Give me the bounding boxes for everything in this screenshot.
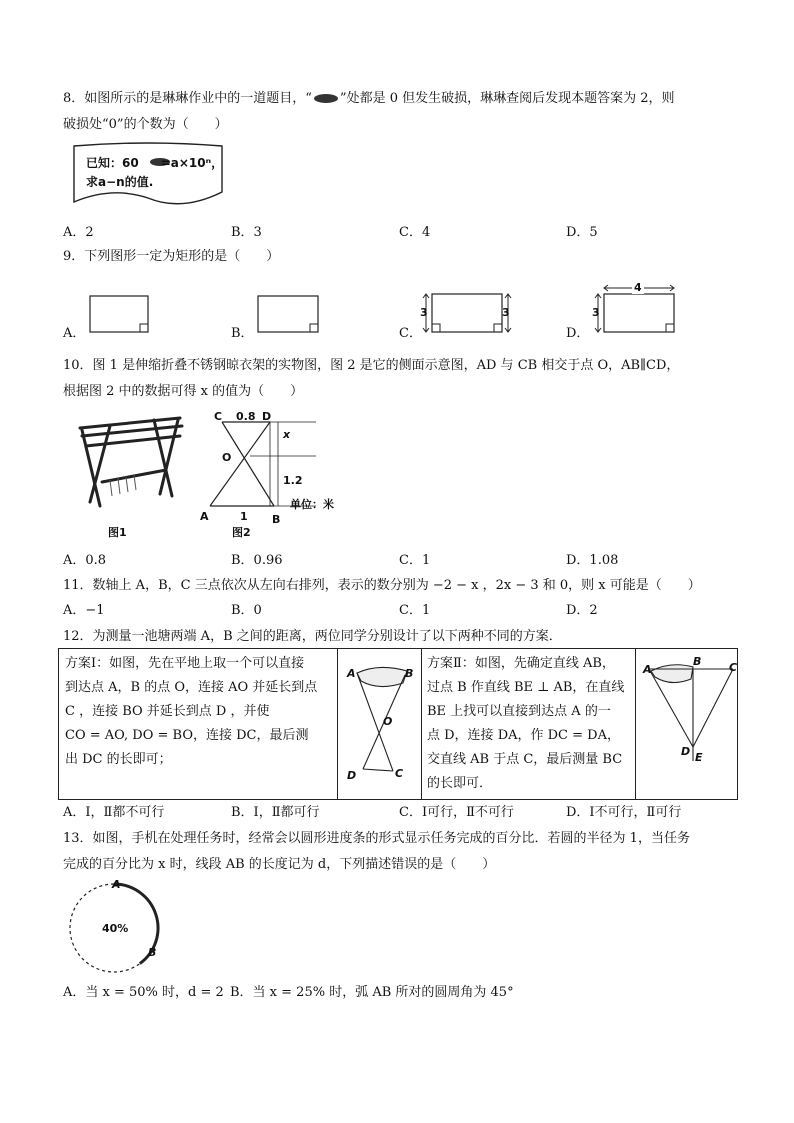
q10-pt-d: D xyxy=(262,410,272,423)
q12-f2-pt-a: A xyxy=(643,663,652,676)
q12-plans-table xyxy=(58,648,738,800)
q12-option-d[interactable]: D．Ⅰ不可行，Ⅱ可行 xyxy=(566,805,682,820)
q10-option-a[interactable]: A．0.8 xyxy=(63,553,107,568)
q8-card-line1-a: 已知：60 xyxy=(86,156,139,170)
q10-stem-line1: 10．图 1 是伸缩折叠不锈钢晾衣架的实物图，图 2 是它的侧面示意图，AD 与 CB 相交于点 O，AB∥CD， xyxy=(63,358,680,373)
q10-option-c[interactable]: C．1 xyxy=(399,553,431,568)
q8-stem-part-a: 8．如图所示的是琳琳作业中的一道题目，“ xyxy=(63,91,312,106)
q12-plan2-line1: 方案Ⅱ：如图，先确定直线 AB， xyxy=(427,656,615,671)
q9-figure-a xyxy=(88,294,152,336)
q11-option-c[interactable]: C．1 xyxy=(399,603,431,618)
q9-c-dim-right: 3 xyxy=(502,306,510,319)
q10-pt-c: C xyxy=(214,410,223,423)
q9-stem: 9．下列图形一定为矩形的是（ ） xyxy=(63,249,280,264)
q13-option-b[interactable]: B．当 x = 25% 时，弧 AB 所对的圆周角为 45° xyxy=(230,985,514,1000)
q10-fig1-caption: 图1 xyxy=(108,526,127,539)
q8-option-a[interactable]: A．2 xyxy=(63,225,94,240)
q12-plan1-line1: 方案Ⅰ：如图，先在平地上取一个可以直接 xyxy=(65,656,305,671)
q10-stem-line2: 根据图 2 中的数据可得 x 的值为（ ） xyxy=(63,384,304,399)
q12-plan2-line3: BE 上找可以直接到达点 A 的一 xyxy=(427,704,611,719)
q10-rack-photo xyxy=(70,410,190,525)
q9-figure-b xyxy=(256,294,322,336)
q10-option-d[interactable]: D．1.08 xyxy=(566,553,619,568)
q8-card-line1 xyxy=(86,154,223,171)
q10-unit: 单位：米 xyxy=(290,498,334,511)
q12-divider-2 xyxy=(421,649,422,799)
q9-figure-c xyxy=(418,290,514,338)
q13-progress-label: 40% xyxy=(102,922,129,935)
q9-option-d[interactable]: D． xyxy=(566,326,590,341)
q12-f2-pt-e: E xyxy=(695,751,703,764)
q12-option-a[interactable]: A．Ⅰ，Ⅱ都不可行 xyxy=(63,805,165,820)
q10-fig2-caption: 图2 xyxy=(232,526,251,539)
q10-len-bottom: 1 xyxy=(240,510,248,523)
q9-d-dim-width: 4 xyxy=(634,281,642,294)
q11-stem: 11．数轴上 A，B，C 三点依次从左向右排列，表示的数分别为 −2 − x ，2x − 3 和 0，则 x 可能是（ ） xyxy=(63,578,701,593)
damage-blot-icon xyxy=(314,94,338,103)
q12-plan2-line5: 交直线 AB 于点 C，最后测量 BC xyxy=(427,752,623,767)
q9-c-dim-left: 3 xyxy=(420,306,428,319)
q12-divider-3 xyxy=(635,649,636,799)
q9-option-a[interactable]: A． xyxy=(63,326,86,341)
q12-option-b[interactable]: B．Ⅰ，Ⅱ都可行 xyxy=(231,805,320,820)
q12-f2-pt-d: D xyxy=(681,745,691,758)
q12-divider-1 xyxy=(337,649,338,799)
q11-option-d[interactable]: D．2 xyxy=(566,603,598,618)
q8-homework-card xyxy=(72,142,224,214)
q12-f1-pt-o: O xyxy=(383,715,393,728)
q10-pt-a: A xyxy=(200,510,209,523)
q11-option-a[interactable]: A．−1 xyxy=(63,603,105,618)
q12-f1-pt-c: C xyxy=(395,767,404,780)
q12-f1-pt-d: D xyxy=(347,769,357,782)
q8-card-line1-b: =a×10ⁿ， xyxy=(160,156,224,170)
q12-f2-pt-c: C xyxy=(729,661,738,674)
q12-f2-pt-b: B xyxy=(693,655,702,668)
q10-len-mid: 1.2 xyxy=(283,474,303,487)
q8-stem-part-b: ”处都是 0 但发生破损，琳琳查阅后发现本题答案为 2，则 xyxy=(339,91,675,106)
q13-option-a[interactable]: A．当 x = 50% 时，d = 2 xyxy=(63,985,224,1000)
q9-option-c[interactable]: C． xyxy=(399,326,422,341)
q12-option-c[interactable]: C．Ⅰ可行，Ⅱ不可行 xyxy=(399,805,514,820)
q12-plan1-line3: C ，连接 BO 并延长到点 D ，并使 xyxy=(65,704,270,719)
q13-stem-line1: 13．如图，手机在处理任务时，经常会以圆形进度条的形式显示任务完成的百分比．若圆的半径为 1，当任务 xyxy=(63,831,690,846)
q8-card-line2: 求a−n的值. xyxy=(86,175,154,189)
q12-plan1-line5: 出 DC 的长即可； xyxy=(65,752,172,767)
q11-option-b[interactable]: B．0 xyxy=(231,603,262,618)
q8-option-b[interactable]: B．3 xyxy=(231,225,262,240)
q12-f1-pt-b: B xyxy=(405,667,414,680)
q9-d-dim-height: 3 xyxy=(592,306,600,319)
q12-stem: 12．为测量一池塘两端 A，B 之间的距离，两位同学分别设计了以下两种不同的方案． xyxy=(63,629,562,644)
q9-option-b[interactable]: B． xyxy=(231,326,254,341)
q10-len-top: 0.8 xyxy=(236,410,256,423)
q13-stem-line2: 完成的百分比为 x 时，线段 AB 的长度记为 d，下列描述错误的是（ ） xyxy=(63,857,496,872)
q10-pt-o: O xyxy=(222,451,232,464)
q12-plan1-line2: 到达点 A，B 的点 O，连接 AO 并延长到点 xyxy=(65,680,318,695)
q8-stem-line2: 破损处“0”的个数为（ ） xyxy=(63,117,228,132)
q8-stem-line1 xyxy=(63,90,675,108)
q10-pt-b: B xyxy=(272,513,281,526)
q8-option-d[interactable]: D．5 xyxy=(566,225,598,240)
q12-f1-pt-a: A xyxy=(347,667,356,680)
q10-option-b[interactable]: B．0.96 xyxy=(231,553,283,568)
q13-pt-a: A xyxy=(112,878,121,891)
q12-plan2-line6: 的长即可． xyxy=(427,776,493,791)
q13-pt-b: B xyxy=(148,946,157,959)
q12-plan2-line4: 点 D，连接 DA，作 DC = DA， xyxy=(427,728,620,743)
q10-len-x: x xyxy=(283,428,291,441)
q12-plan2-line2: 过点 B 作直线 BE ⊥ AB，在直线 xyxy=(427,680,625,695)
q8-option-c[interactable]: C．4 xyxy=(399,225,431,240)
q12-plan1-line4: CO = AO, DO = BO，连接 DC，最后测 xyxy=(65,728,309,743)
